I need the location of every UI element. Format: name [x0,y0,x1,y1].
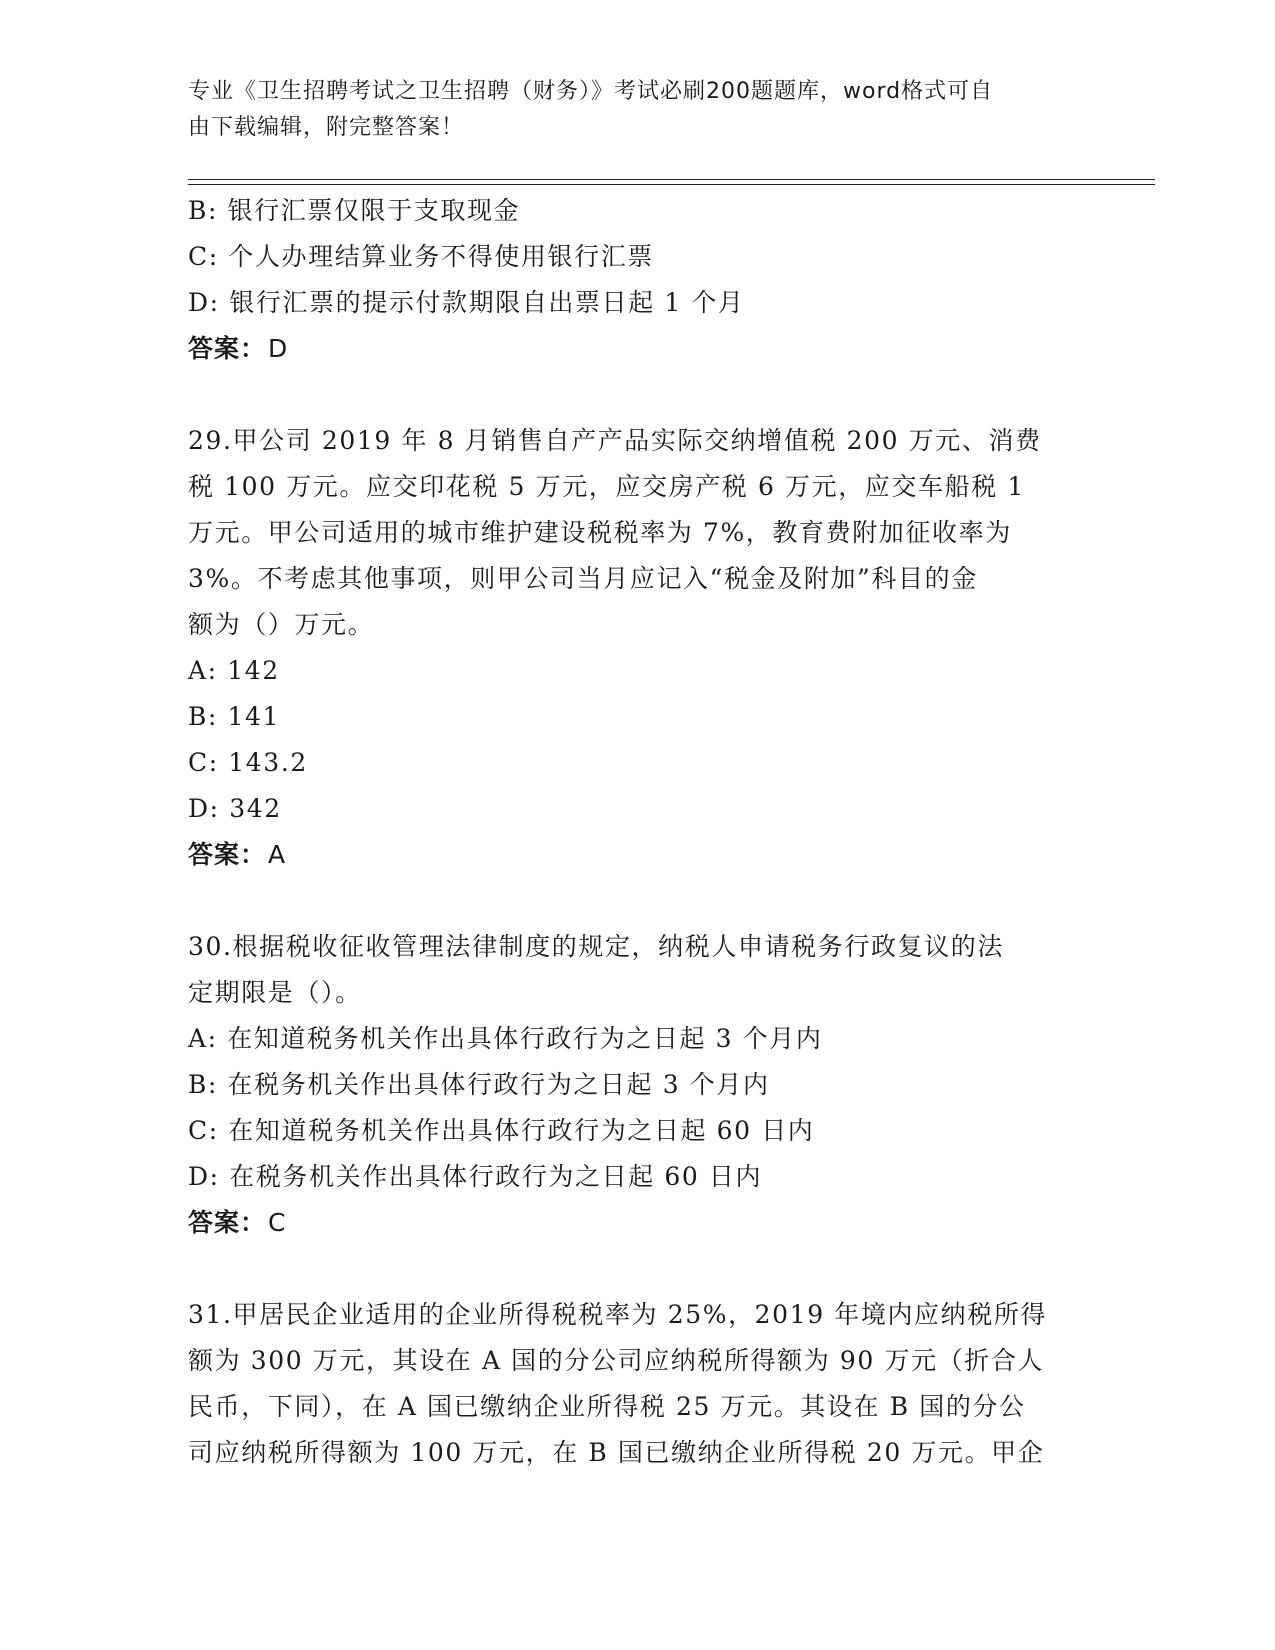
question-text-line: 31.甲居民企业适用的企业所得税税率为 25%，2019 年境内应纳税所得 [188,1300,1048,1329]
question-text-line: 29.甲公司 2019 年 8 月销售自产产品实际交纳增值税 200 万元、消费 [188,426,1042,455]
document-header [188,74,1068,146]
option-c: C: 在知道税务机关作出具体行政行为之日起 60 日内 [188,1116,815,1145]
option-a: A: 在知道税务机关作出具体行政行为之日起 3 个月内 [188,1024,823,1053]
question-text-line: 3%。不考虑其他事项，则甲公司当月应记入“税金及附加”科目的金 [188,564,978,593]
question-31 [188,1292,1068,1476]
question-28 [188,188,1068,372]
option-d: D: 在税务机关作出具体行政行为之日起 60 日内 [188,1162,763,1191]
header-rule-bottom [188,184,1155,185]
answer-value: D [268,334,289,363]
question-text-line: 额为（）万元。 [188,610,375,639]
option-d: D: 银行汇票的提示付款期限自出票日起 1 个月 [188,288,745,317]
question-29 [188,418,1068,878]
answer-label: 答案： [188,840,267,869]
option-b: B: 银行汇票仅限于支取现金 [188,196,521,225]
question-text-line: 司应纳税所得额为 100 万元，在 B 国已缴纳企业所得税 20 万元。甲企 [188,1438,1045,1467]
option-b: B: 141 [188,702,281,731]
answer-label: 答案： [188,1208,267,1237]
answer-line [188,1200,1068,1246]
header-line-2: 由下载编辑，附完整答案！ [188,115,465,140]
answer-value: C [268,1208,287,1237]
option-b: B: 在税务机关作出具体行政行为之日起 3 个月内 [188,1070,770,1099]
question-text-line: 民币，下同），在 A 国已缴纳企业所得税 25 万元。其设在 B 国的分公 [188,1392,1026,1421]
option-a: A: 142 [188,656,280,685]
header-line-1: 专业《卫生招聘考试之卫生招聘（财务）》考试必刷200题题库，word格式可自 [188,79,994,104]
question-text-line: 定期限是（）。 [188,978,362,1007]
option-d: D: 342 [188,794,282,823]
document-body [188,188,1068,1476]
answer-value: A [268,840,287,869]
question-text-line: 税 100 万元。应交印花税 5 万元，应交房产税 6 万元，应交车船税 1 [188,472,1025,501]
answer-label: 答案： [188,334,267,363]
question-text-line: 30.根据税收征收管理法律制度的规定，纳税人申请税务行政复议的法 [188,932,1004,961]
header-rule-top [188,179,1155,180]
question-text-line: 额为 300 万元，其设在 A 国的分公司应纳税所得额为 90 万元（折合人 [188,1346,1045,1375]
question-30 [188,924,1068,1246]
option-c: C: 143.2 [188,748,308,777]
answer-line [188,326,1068,372]
question-text-line: 万元。甲公司适用的城市维护建设税税率为 7%，教育费附加征收率为 [188,518,1012,547]
answer-line [188,832,1068,878]
option-c: C: 个人办理结算业务不得使用银行汇票 [188,242,654,271]
